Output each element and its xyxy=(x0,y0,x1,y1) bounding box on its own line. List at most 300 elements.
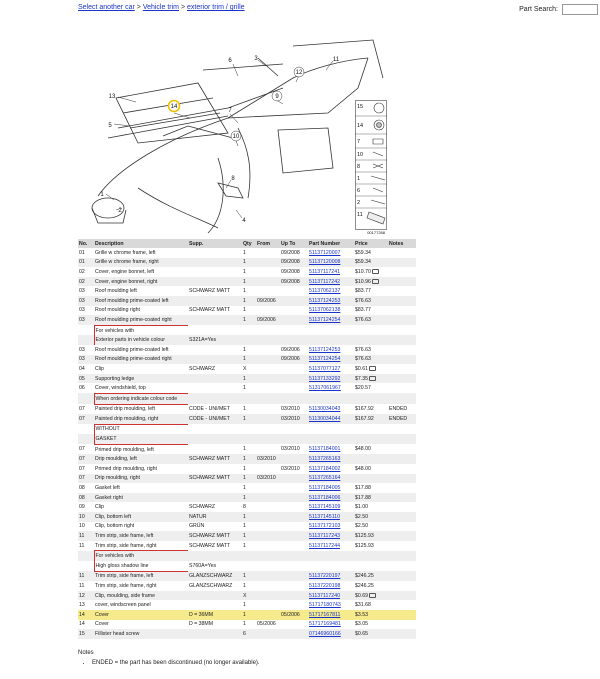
cell-supp xyxy=(188,483,242,493)
parts-diagram xyxy=(78,18,388,234)
part-number-link[interactable]: 51137184001 xyxy=(309,446,341,453)
cell-notes xyxy=(388,512,416,522)
cell-description: Primed drip moulding, left xyxy=(95,446,154,453)
part-number-link[interactable]: 51137220198 xyxy=(309,582,341,589)
cell-notes xyxy=(388,581,416,591)
part-number-link[interactable]: 51137124254 xyxy=(309,356,341,363)
part-number-link[interactable]: 51137117240 xyxy=(309,592,340,599)
part-number-link[interactable]: 51130034044 xyxy=(309,416,341,423)
cell-notes xyxy=(388,315,416,325)
cell-part-number xyxy=(308,493,354,503)
cell-notes xyxy=(388,531,416,541)
cell-qty xyxy=(242,335,256,345)
table-row xyxy=(78,414,416,424)
cell-from xyxy=(256,629,280,639)
cell-no: 07 xyxy=(78,474,94,484)
cell-no: 13 xyxy=(79,602,85,609)
cell-part-number xyxy=(308,355,354,365)
cell-notes xyxy=(388,561,416,571)
cell-from xyxy=(256,335,280,345)
cell-price xyxy=(354,355,388,365)
cell-upto xyxy=(280,454,308,464)
cell-from xyxy=(256,610,280,620)
breadcrumb-separator: > xyxy=(180,4,186,11)
cell-notes xyxy=(388,374,416,384)
cell-qty: 1 xyxy=(243,485,246,492)
breadcrumb-exterior-trim-link[interactable]: exterior trim / grille xyxy=(187,4,245,11)
part-number-link[interactable]: 51137117242 xyxy=(309,278,340,285)
cell-part-number xyxy=(308,610,354,620)
cell-upto xyxy=(280,483,308,493)
cell-description: Cover xyxy=(95,621,109,628)
cell-price xyxy=(354,551,388,561)
cell-upto xyxy=(280,383,308,393)
col-header-from: From xyxy=(256,239,280,248)
cell-description: Cover, engine bonnet, right xyxy=(94,277,188,287)
cell-description: Painted drip moulding, left xyxy=(95,406,155,413)
cell-upto xyxy=(280,522,308,532)
cell-notes: ENDED xyxy=(389,406,408,413)
price-value: $76.63 xyxy=(355,346,371,353)
legend-strip-drawing xyxy=(355,100,387,234)
cell-qty: 1 xyxy=(242,277,256,287)
table-row xyxy=(78,374,416,384)
cell-supp xyxy=(188,551,242,561)
cell-no: 08 xyxy=(79,485,85,492)
cell-upto xyxy=(280,541,308,551)
cell-supp: GLANZSCHWARZ xyxy=(188,571,242,581)
cell-description: When ordering indicate colour code xyxy=(94,393,188,404)
cell-price xyxy=(354,454,388,464)
cell-from xyxy=(256,551,280,561)
cell-supp: GLANZSCHWARZ xyxy=(189,582,233,589)
callout-6: 6 xyxy=(228,58,232,64)
cell-description: Grille w chrome frame, left xyxy=(95,249,156,256)
cell-price xyxy=(354,620,388,630)
cell-price xyxy=(354,512,388,522)
cell-from xyxy=(256,561,280,571)
breadcrumb-vehicle-trim-link[interactable]: Vehicle trim xyxy=(142,4,179,11)
cell-upto: 09/2008 xyxy=(281,268,300,275)
cell-no: 12 xyxy=(78,591,94,601)
table-row xyxy=(78,355,416,365)
cell-part-number xyxy=(308,571,354,581)
cell-qty: 1 xyxy=(243,249,246,256)
table-row xyxy=(78,325,416,335)
cell-upto xyxy=(280,531,308,541)
cell-price xyxy=(354,629,388,639)
cell-from xyxy=(256,286,280,296)
cell-supp: SCHWARZ MATT xyxy=(189,307,231,314)
cell-supp xyxy=(188,315,242,325)
cell-price xyxy=(354,393,388,404)
cell-upto xyxy=(280,393,308,404)
side-callout-2: 2 xyxy=(357,200,361,206)
part-number-link[interactable]: 51317061967 xyxy=(309,385,341,392)
table-row xyxy=(78,512,416,522)
cell-from: 09/2006 xyxy=(256,315,280,325)
cell-part-number xyxy=(308,474,354,484)
cell-supp xyxy=(188,493,242,503)
cell-supp: SCHWARZ MATT xyxy=(189,542,231,549)
table-row xyxy=(78,444,416,454)
table-row xyxy=(78,493,416,503)
cart-icon[interactable] xyxy=(369,366,376,371)
notes-item: • ENDED = the part has been discontinued (no longer available). xyxy=(92,660,260,666)
table-row xyxy=(78,315,416,325)
cell-price xyxy=(354,531,388,541)
part-number-link[interactable]: 51137145109 xyxy=(309,504,341,511)
cell-no: 10 xyxy=(78,512,94,522)
cart-icon[interactable] xyxy=(372,279,379,284)
part-number-link[interactable]: 51137145110 xyxy=(309,513,340,520)
cell-notes xyxy=(388,620,416,630)
part-number-link[interactable]: 51137124254 xyxy=(309,317,341,324)
cell-description: Trim strip, side frame, left xyxy=(94,571,188,581)
cell-upto: 09/2006 xyxy=(280,355,308,365)
table-row xyxy=(78,620,416,630)
cell-upto xyxy=(280,600,308,610)
part-number-link[interactable]: 51137124253 xyxy=(309,297,341,304)
cell-part-number xyxy=(308,325,354,335)
cell-description: GASKET xyxy=(94,434,188,444)
cell-upto: 09/2006 xyxy=(281,346,300,353)
cell-upto xyxy=(280,364,308,374)
cell-price xyxy=(354,541,388,551)
cell-no: 06 xyxy=(79,385,85,392)
cell-description: Clip xyxy=(95,504,104,511)
cell-qty xyxy=(242,424,256,434)
cell-from: 03/2010 xyxy=(256,454,280,464)
callout-13: 13 xyxy=(108,94,116,100)
cell-supp xyxy=(188,600,242,610)
part-number-link[interactable]: 51717180743 xyxy=(309,602,341,609)
part-number-link[interactable]: 51717167811 xyxy=(309,611,341,618)
cell-no: 07 xyxy=(79,406,85,413)
part-number-link[interactable]: 51137265164 xyxy=(309,475,341,482)
cell-price xyxy=(354,522,388,532)
cell-no: 09 xyxy=(79,504,85,511)
cell-qty: X xyxy=(243,365,247,372)
cell-no xyxy=(78,325,94,335)
price-value: $167.92 xyxy=(355,406,374,413)
cell-price xyxy=(354,581,388,591)
cell-qty xyxy=(242,561,256,571)
price-value: $31.68 xyxy=(355,602,371,609)
cell-price xyxy=(354,483,388,493)
cell-from xyxy=(256,464,280,474)
cell-part-number xyxy=(308,444,354,454)
breadcrumb xyxy=(78,4,245,11)
cell-from xyxy=(256,374,280,384)
cell-notes xyxy=(388,306,416,316)
breadcrumb-select-car-link[interactable]: Select another car xyxy=(78,4,135,11)
callout-7: 7 xyxy=(228,108,232,114)
cell-no: 15 xyxy=(78,629,94,639)
cell-supp xyxy=(188,345,242,355)
cell-no: 07 xyxy=(79,465,85,472)
cell-notes xyxy=(388,286,416,296)
cell-price xyxy=(354,600,388,610)
table-row xyxy=(78,551,416,561)
cell-upto xyxy=(280,286,308,296)
cell-part-number xyxy=(308,258,354,268)
cell-price xyxy=(354,267,388,277)
cell-supp: SCHWARZ MATT xyxy=(188,531,242,541)
cell-notes xyxy=(388,610,416,620)
cell-description: Clip, bottom right xyxy=(95,523,135,530)
cell-supp xyxy=(188,434,242,444)
cell-qty: 1 xyxy=(243,602,246,609)
part-number-link[interactable]: 51137184005 xyxy=(309,485,341,492)
price-value: $83.77 xyxy=(355,288,371,295)
part-number-link[interactable]: 07146960166 xyxy=(309,630,341,637)
part-number-link[interactable]: 51137184006 xyxy=(309,494,341,501)
cell-notes xyxy=(388,355,416,365)
part-number-link[interactable]: 51137062138 xyxy=(309,307,341,314)
cell-price xyxy=(354,286,388,296)
cell-upto xyxy=(280,296,308,306)
part-number-link[interactable]: 51137077127 xyxy=(309,365,341,372)
cell-part-number xyxy=(308,267,354,277)
callout-8: 8 xyxy=(231,176,235,182)
cell-upto xyxy=(280,581,308,591)
col-header-qty: Qty xyxy=(242,239,256,248)
callout-10: 10 xyxy=(232,134,240,140)
price-value: $0.61 xyxy=(355,365,368,372)
cell-no xyxy=(78,434,94,444)
cell-supp xyxy=(188,325,242,335)
cell-part-number xyxy=(308,512,354,522)
cell-no: 03 xyxy=(78,355,94,365)
cell-qty: 1 xyxy=(243,621,246,628)
parts-table xyxy=(78,239,416,639)
cell-qty: 1 xyxy=(242,355,256,365)
table-row xyxy=(78,531,416,541)
price-value: $125.93 xyxy=(355,542,374,549)
cell-upto: 09/2008 xyxy=(281,249,300,256)
cell-from: 03/2010 xyxy=(256,474,280,484)
cell-upto xyxy=(280,512,308,522)
part-number-link[interactable]: 51717169481 xyxy=(309,621,341,628)
cell-no: 07 xyxy=(78,454,94,464)
cell-part-number xyxy=(308,383,354,393)
cell-from xyxy=(256,512,280,522)
cell-price xyxy=(354,414,388,424)
cell-qty: 1 xyxy=(243,465,246,472)
cell-upto xyxy=(280,434,308,444)
price-value: $20.57 xyxy=(355,385,371,392)
part-number-link[interactable]: 51130034043 xyxy=(309,406,341,413)
cell-qty: 1 xyxy=(242,374,256,384)
cell-no: 03 xyxy=(78,315,94,325)
cell-no xyxy=(78,393,94,404)
cell-part-number xyxy=(308,424,354,434)
callout-3: 3 xyxy=(254,56,258,62)
cell-supp xyxy=(188,393,242,404)
cell-price xyxy=(354,325,388,335)
cell-notes xyxy=(388,464,416,474)
cell-from xyxy=(256,502,280,512)
cell-description: Gasket right xyxy=(94,493,188,503)
table-row xyxy=(78,629,416,639)
callout-5: 5 xyxy=(108,123,112,129)
part-number-link[interactable]: 51137117243 xyxy=(309,533,340,540)
table-row xyxy=(78,483,416,493)
cell-notes xyxy=(388,434,416,444)
table-row xyxy=(78,286,416,296)
cell-from xyxy=(256,571,280,581)
cell-part-number xyxy=(308,248,354,258)
table-row xyxy=(78,571,416,581)
cell-qty: 1 xyxy=(242,296,256,306)
cart-icon[interactable] xyxy=(369,593,376,598)
cell-no xyxy=(78,335,94,345)
table-row xyxy=(78,345,416,355)
part-number-link[interactable]: 51137220197 xyxy=(309,573,341,580)
cell-price xyxy=(354,335,388,345)
price-value: $3.53 xyxy=(355,611,368,618)
part-number-link[interactable]: 51137184002 xyxy=(309,465,341,472)
cell-upto: 09/2008 xyxy=(280,277,308,287)
table-row xyxy=(78,474,416,484)
part-number-link[interactable]: 51137120008 xyxy=(309,259,341,266)
cell-supp: SCHWARZ MATT xyxy=(188,474,242,484)
cell-notes xyxy=(388,571,416,581)
cell-qty: 1 xyxy=(243,268,246,275)
table-row xyxy=(78,277,416,287)
part-number-link[interactable]: 51137133292 xyxy=(309,375,341,382)
cell-description: Cover, windshield, top xyxy=(95,385,146,392)
cell-upto xyxy=(280,306,308,316)
table-row xyxy=(78,522,416,532)
cell-description: Exterior parts in vehicle colour xyxy=(94,335,188,345)
price-value: $3.05 xyxy=(355,621,368,628)
parts-table-header xyxy=(78,239,416,248)
cell-from xyxy=(256,248,280,258)
col-header-no: No. xyxy=(78,239,94,248)
cell-upto xyxy=(280,561,308,571)
part-number-link[interactable]: 51137117244 xyxy=(309,542,340,549)
cell-price xyxy=(354,561,388,571)
cell-price xyxy=(354,258,388,268)
cell-description: Supporting ledge xyxy=(94,374,188,384)
cell-price xyxy=(354,364,388,374)
cell-supp xyxy=(188,355,242,365)
table-row xyxy=(78,424,416,434)
callout-4: 4 xyxy=(242,218,246,224)
cell-upto xyxy=(280,571,308,581)
cell-part-number xyxy=(308,335,354,345)
cell-upto: 03/2010 xyxy=(280,414,308,424)
cell-part-number xyxy=(308,620,354,630)
cell-from xyxy=(256,434,280,444)
cell-upto xyxy=(280,424,308,434)
cell-qty: 1 xyxy=(243,582,246,589)
cell-notes xyxy=(388,424,416,434)
cell-from xyxy=(256,600,280,610)
cell-supp xyxy=(188,267,242,277)
part-number-link[interactable]: 51137120007 xyxy=(309,249,341,256)
cell-no: 05 xyxy=(78,374,94,384)
cell-supp: S321A=Yes xyxy=(188,335,242,345)
cell-no: 14 xyxy=(79,621,85,628)
cell-part-number xyxy=(308,454,354,464)
side-callout-1: 1 xyxy=(357,176,361,182)
cell-description: Painted drip moulding, right xyxy=(94,414,188,424)
cell-description: For vehicles with xyxy=(94,551,188,561)
cell-qty: 1 xyxy=(242,610,256,620)
part-number-link[interactable]: 51137172103 xyxy=(309,523,341,530)
cell-description: Drip moulding, left xyxy=(94,454,188,464)
part-search-input[interactable] xyxy=(562,4,598,15)
cell-description: cover, windscreen panel xyxy=(95,602,151,609)
cell-qty: 1 xyxy=(242,474,256,484)
cell-qty: 1 xyxy=(242,258,256,268)
side-callout-7: 7 xyxy=(357,139,361,145)
cell-qty xyxy=(242,393,256,404)
cell-part-number xyxy=(308,277,354,287)
cell-price xyxy=(354,248,388,258)
price-value: $59.34 xyxy=(355,249,371,256)
part-number-link[interactable]: 51137124253 xyxy=(309,346,341,353)
cell-price xyxy=(354,315,388,325)
parts-legend-strip xyxy=(355,100,387,234)
cell-supp: CODE - UNI/MET xyxy=(189,406,230,413)
cart-icon[interactable] xyxy=(369,376,376,381)
cell-notes xyxy=(388,541,416,551)
price-value: $7.35 xyxy=(355,375,368,382)
cell-price xyxy=(354,277,388,287)
cell-notes xyxy=(388,493,416,503)
cell-no: 01 xyxy=(78,258,94,268)
cell-part-number xyxy=(308,541,354,551)
cell-notes xyxy=(388,364,416,374)
cell-notes xyxy=(388,393,416,404)
table-row xyxy=(78,502,416,512)
cell-no: 08 xyxy=(78,493,94,503)
cell-no: 04 xyxy=(79,365,85,372)
cell-supp: S760A=Yes xyxy=(189,563,217,570)
cell-part-number xyxy=(308,600,354,610)
cell-no: 11 xyxy=(79,542,85,549)
cell-notes xyxy=(388,454,416,464)
cell-qty: 1 xyxy=(243,406,246,413)
cell-from: 05/2006 xyxy=(257,621,276,628)
cell-qty: 1 xyxy=(242,454,256,464)
part-number-link[interactable]: 51137117241 xyxy=(309,268,340,275)
cell-supp: GRÜN xyxy=(189,523,205,530)
cell-from xyxy=(256,364,280,374)
cart-icon[interactable] xyxy=(372,269,379,274)
callout-12: 12 xyxy=(295,70,303,76)
cell-description: Fillister head screw xyxy=(94,629,188,639)
table-row xyxy=(78,404,416,414)
cell-from xyxy=(256,258,280,268)
cell-upto: 05/2006 xyxy=(280,610,308,620)
table-row xyxy=(78,610,416,620)
cell-qty: 1 xyxy=(243,307,246,314)
part-number-link[interactable]: 51137265163 xyxy=(309,456,341,463)
price-value: $10.70 xyxy=(355,268,371,275)
cell-description: Roof moulding prime-coated left xyxy=(94,296,188,306)
table-row xyxy=(78,267,416,277)
cell-notes xyxy=(388,383,416,393)
table-row xyxy=(78,464,416,474)
cell-upto: 09/2008 xyxy=(280,258,308,268)
part-number-link[interactable]: 51137062137 xyxy=(309,288,341,295)
cell-no: 11 xyxy=(78,531,94,541)
